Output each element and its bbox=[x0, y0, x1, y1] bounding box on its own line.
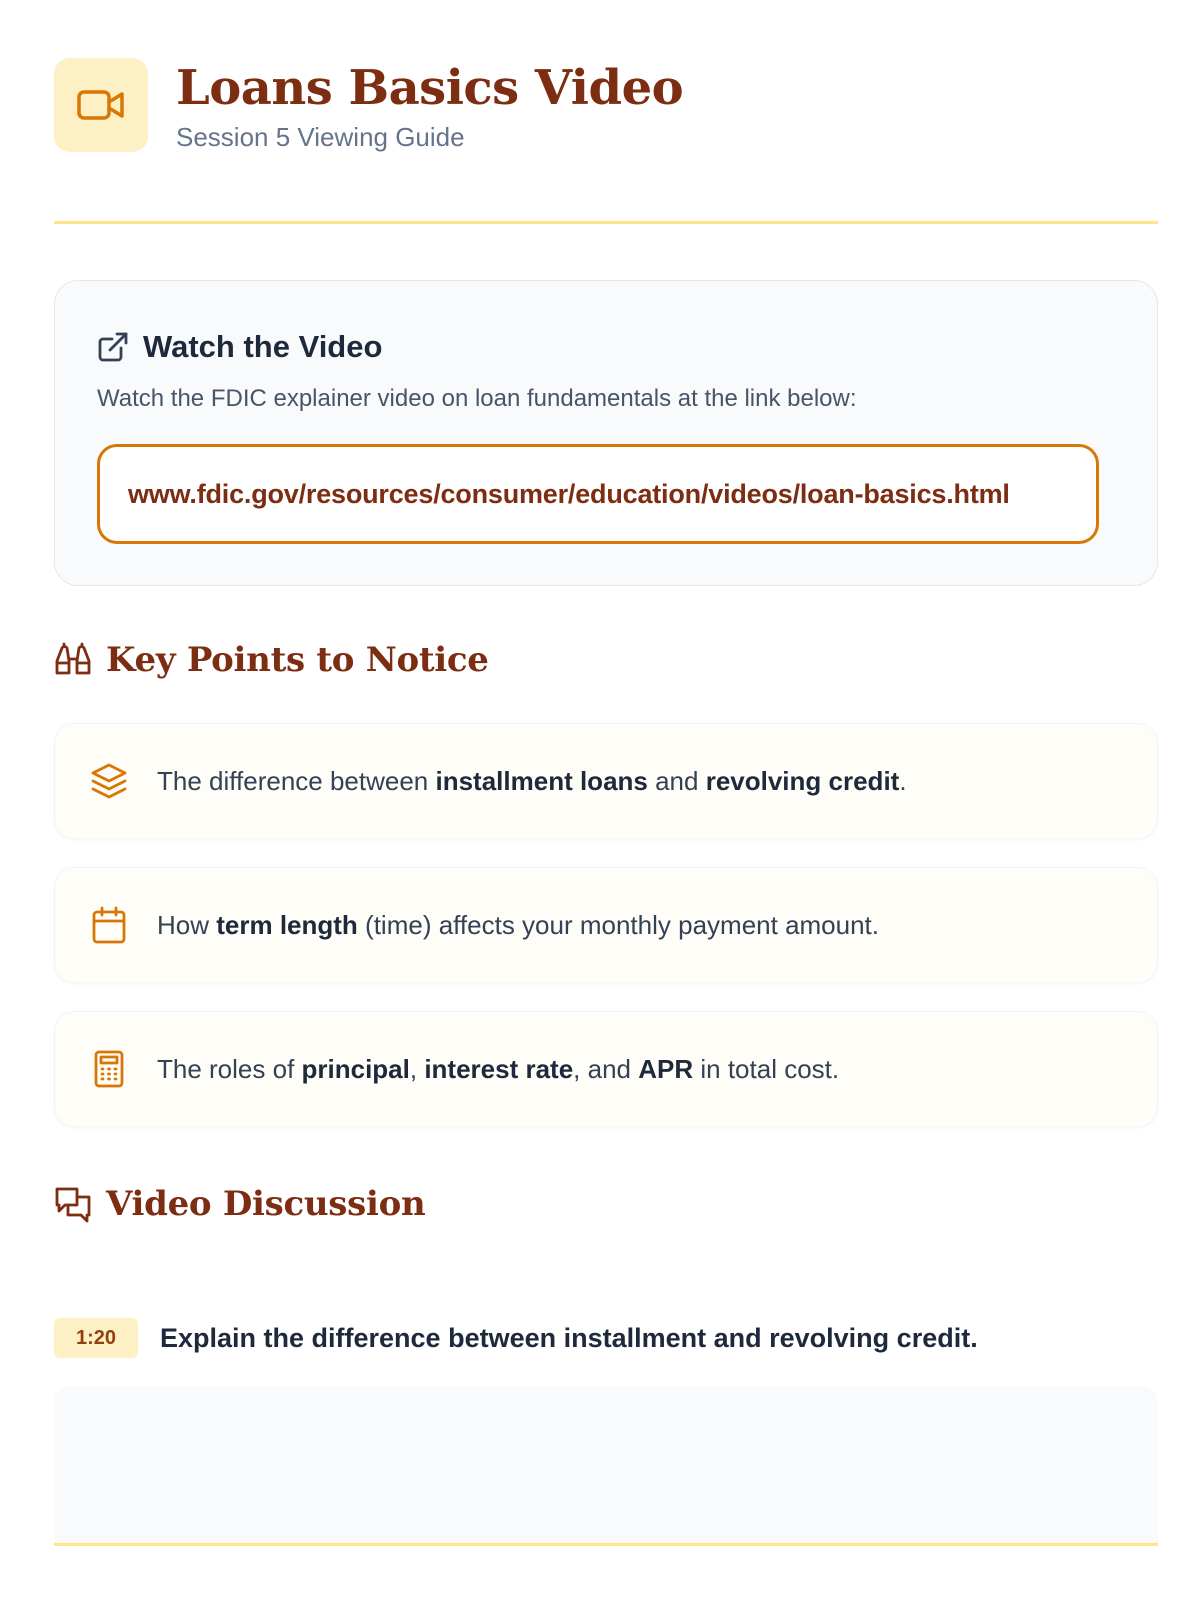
calculator-icon bbox=[89, 1049, 129, 1089]
timestamp-badge: 1:20 bbox=[54, 1318, 138, 1358]
header-divider bbox=[54, 221, 1158, 224]
key-point-text bbox=[157, 766, 907, 797]
video-link[interactable]: www.fdic.gov/resources/consumer/education/videos/loan-basics.html bbox=[128, 478, 1010, 509]
watch-video-title: Watch the Video bbox=[143, 329, 383, 364]
key-term: term length bbox=[216, 909, 358, 940]
text-run: , bbox=[409, 1053, 425, 1084]
key-points-title: Key Points to Notice bbox=[106, 640, 489, 680]
binoculars-icon bbox=[54, 642, 92, 678]
page-title: Loans Basics Video bbox=[176, 60, 684, 116]
layers-icon bbox=[89, 761, 129, 801]
video-camera-icon bbox=[76, 87, 126, 123]
discussion-title: Video Discussion bbox=[106, 1184, 426, 1224]
text-run: The roles of bbox=[157, 1053, 302, 1084]
discussion-question bbox=[54, 1318, 978, 1358]
text-run: , and bbox=[573, 1053, 639, 1084]
text-run: How bbox=[157, 909, 217, 940]
key-term: interest rate bbox=[424, 1053, 574, 1084]
watch-video-card bbox=[54, 280, 1158, 586]
text-run: . bbox=[899, 765, 907, 796]
key-point-text bbox=[157, 910, 879, 941]
discussion-heading bbox=[54, 1184, 425, 1224]
answer-underline bbox=[54, 1543, 1158, 1546]
calendar-icon bbox=[89, 905, 129, 945]
watch-video-description: Watch the FDIC explainer video on loan fundamentals at the link below: bbox=[97, 385, 857, 412]
question-text: Explain the difference between installment and revolving credit. bbox=[160, 1322, 978, 1353]
page-subtitle: Session 5 Viewing Guide bbox=[176, 122, 465, 152]
answer-area[interactable] bbox=[54, 1386, 1158, 1546]
header-icon-box bbox=[54, 58, 148, 152]
key-term: installment loans bbox=[435, 765, 648, 796]
key-points-heading bbox=[54, 640, 489, 680]
key-term: revolving credit bbox=[705, 765, 900, 796]
key-term: APR bbox=[638, 1053, 694, 1084]
text-run: in total cost. bbox=[693, 1053, 840, 1084]
text-run: and bbox=[647, 765, 706, 796]
key-point-text bbox=[157, 1054, 839, 1085]
external-link-icon bbox=[97, 331, 129, 363]
header-text bbox=[176, 58, 683, 153]
text-run: (time) affects your monthly payment amount. bbox=[357, 909, 880, 940]
key-point-card bbox=[54, 723, 1158, 839]
key-term: principal bbox=[301, 1053, 410, 1084]
watch-video-heading bbox=[97, 329, 382, 365]
page-header bbox=[54, 58, 683, 153]
key-point-card bbox=[54, 867, 1158, 983]
video-link-box[interactable] bbox=[97, 444, 1099, 544]
text-run: The difference between bbox=[157, 765, 436, 796]
key-point-card bbox=[54, 1011, 1158, 1127]
chat-bubbles-icon bbox=[54, 1185, 92, 1223]
